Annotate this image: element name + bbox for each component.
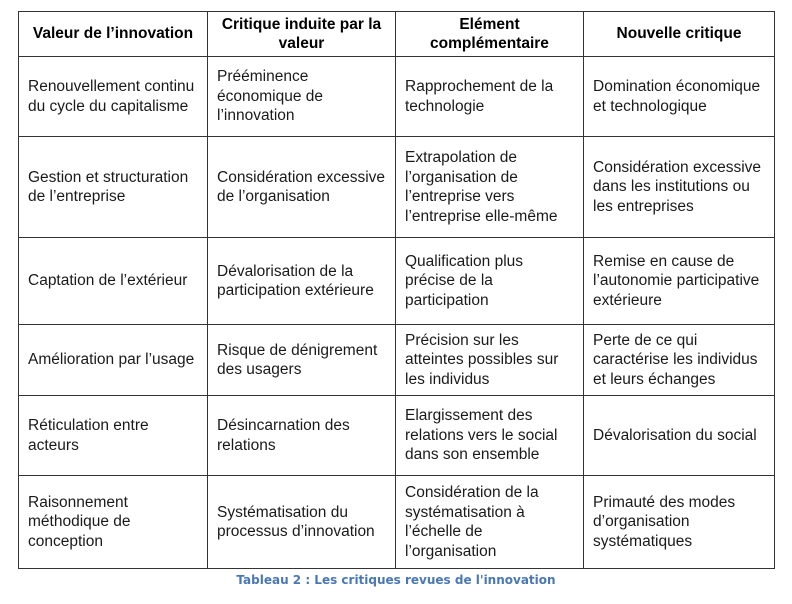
table-cell: Dévalorisation de la participation extérieure xyxy=(208,238,396,325)
table-row xyxy=(19,238,775,325)
table-cell: Considération excessive dans les institutions ou les entreprises xyxy=(584,137,775,238)
table-cell: Perte de ce qui caractérise les individus et leurs échanges xyxy=(584,325,775,396)
header-valeur-innovation: Valeur de l’innovation xyxy=(19,12,208,57)
table-cell: Prééminence économique de l’innovation xyxy=(208,57,396,137)
table-cell: Désincarnation des relations xyxy=(208,396,396,476)
table-header-row xyxy=(19,12,775,57)
table-row xyxy=(19,396,775,476)
table-cell: Systématisation du processus d’innovation xyxy=(208,476,396,569)
table-row xyxy=(19,476,775,569)
table-cell: Dévalorisation du social xyxy=(584,396,775,476)
table-cell: Réticulation entre acteurs xyxy=(19,396,208,476)
header-critique-induite: Critique induite par la valeur xyxy=(208,12,396,57)
table-cell: Précision sur les atteintes possibles sur les individus xyxy=(396,325,584,396)
table-cell: Gestion et structuration de l’entreprise xyxy=(19,137,208,238)
header-element-complementaire: Elément complémentaire xyxy=(396,12,584,57)
table-row xyxy=(19,57,775,137)
table-cell: Considération de la systématisation à l’échelle de l’organisation xyxy=(396,476,584,569)
table-cell: Elargissement des relations vers le social dans son ensemble xyxy=(396,396,584,476)
table-cell: Domination économique et technologique xyxy=(584,57,775,137)
critiques-table-container xyxy=(18,11,774,569)
table-caption: Tableau 2 : Les critiques revues de l'innovation xyxy=(236,573,556,587)
table-cell: Raisonnement méthodique de conception xyxy=(19,476,208,569)
table-cell: Qualification plus précise de la participation xyxy=(396,238,584,325)
table-cell: Remise en cause de l’autonomie participative extérieure xyxy=(584,238,775,325)
table-cell: Renouvellement continu du cycle du capitalisme xyxy=(19,57,208,137)
table-cell: Risque de dénigrement des usagers xyxy=(208,325,396,396)
table-cell: Rapprochement de la technologie xyxy=(396,57,584,137)
critiques-table xyxy=(18,11,775,569)
table-cell: Primauté des modes d’organisation systématiques xyxy=(584,476,775,569)
header-nouvelle-critique: Nouvelle critique xyxy=(584,12,775,57)
table-row xyxy=(19,325,775,396)
table-cell: Amélioration par l’usage xyxy=(19,325,208,396)
table-row xyxy=(19,137,775,238)
table-cell: Captation de l’extérieur xyxy=(19,238,208,325)
table-cell: Considération excessive de l’organisation xyxy=(208,137,396,238)
table-cell: Extrapolation de l’organisation de l’entreprise vers l’entreprise elle-même xyxy=(396,137,584,238)
